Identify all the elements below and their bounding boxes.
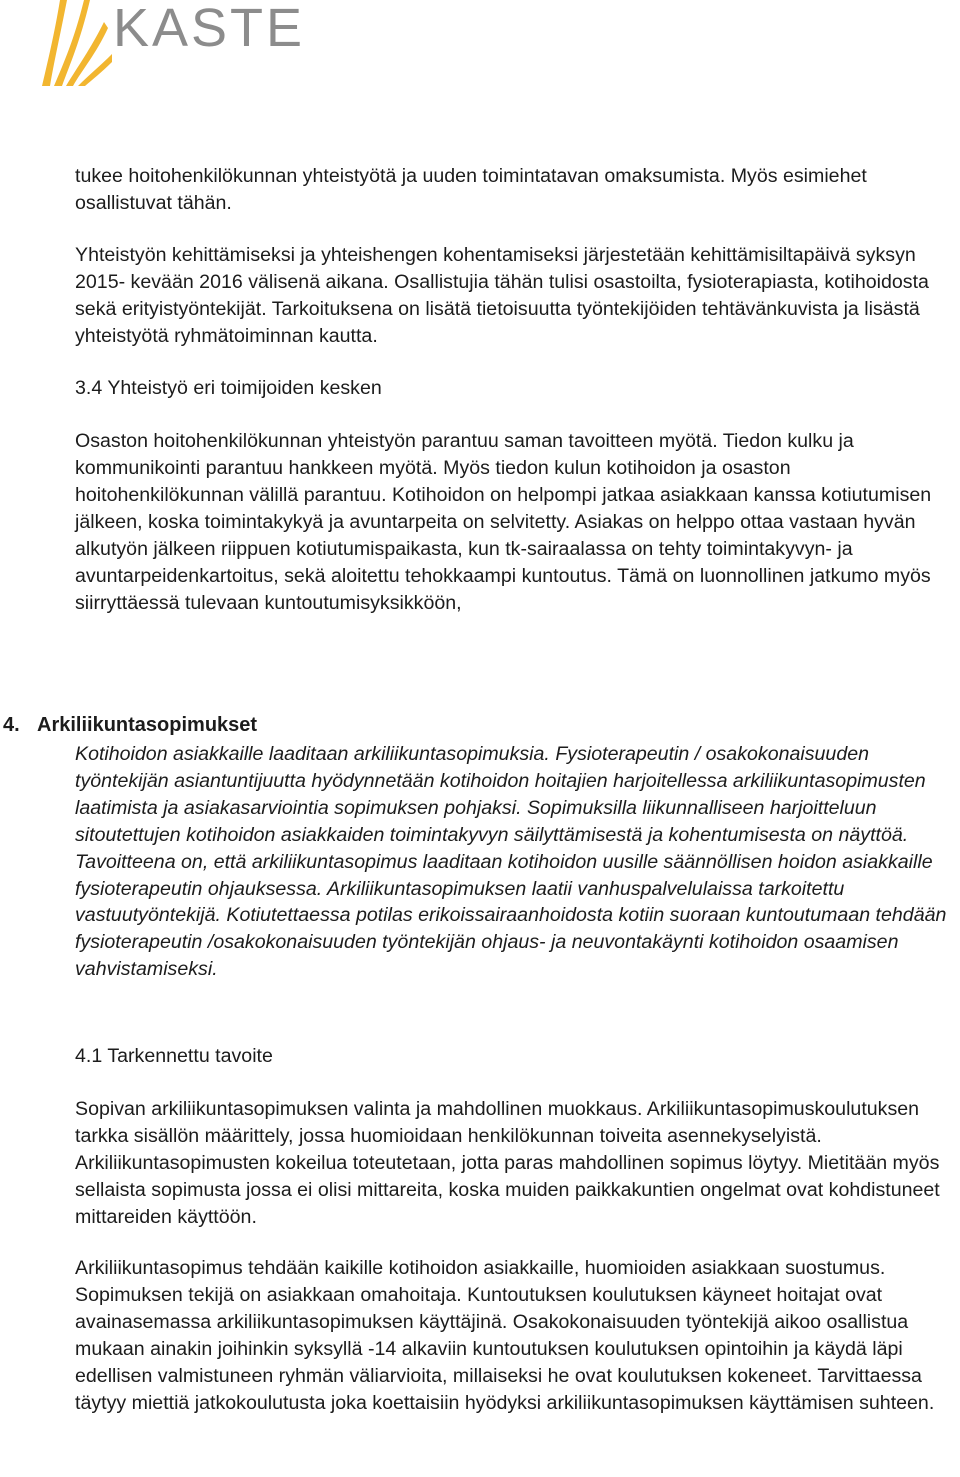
paragraph-specified-goal: Sopivan arkiliikuntasopimuksen valinta ja mahdollinen muokkaus. Arkiliikuntasopimuskoulutuksen tarkka sisällön määrittely, jossa huomioidaan henkilökunnan toiveita asennekyselyistä. Arkiliikuntasopimusten kokeilua toteutetaan, jotta paras mahdollinen sopimus löytyy. Mietitään myös sellaista sopimusta jossa ei olisi mittareita, koska muiden paikkakuntien ongelmat ovat kohdistuneet mittareiden käyttöön. xyxy=(75,1097,940,1228)
subheading-4-1: 4.1 Tarkennettu tavoite xyxy=(75,1045,273,1067)
paragraph-cooperation: Osaston hoitohenkilökunnan yhteistyön parantuu saman tavoitteen myötä. Tiedon kulku ja kommunikointi parantuu hankkeen myötä. Myös tiedon kulun kotihoidon ja osaston hoitohenkilökunnan välillä parantuu. Kotihoidon on helpompi jatkaa asiakkaan kanssa kotiutumisen jälkeen, koska toimintakykyä ja avuntarpeita on selvitetty. Asiakas on helppo ottaa vastaan hyvän alkutyön jälkeen riippuen kotiutumispaikasta, kun tk-sairaalassa on tehty toimintakyvyn- ja avuntarpeidenkartoitus, sekä aloitettu tehokkaampi kuntoutus. Tämä on luonnollinen jatkumo myös siirryttäessä tulevaan kuntoutumisyksikköön, xyxy=(75,430,932,614)
document-body-upper xyxy=(75,163,960,617)
section-4-number: 4. xyxy=(3,714,20,736)
subheading-3-4: 3.4 Yhteistyö eri toimijoiden kesken xyxy=(75,377,382,400)
section-4-body: Kotihoidon asiakkaille laaditaan arkiliikuntasopimuksia. Fysioterapeutin / osakokonaisuuden työntekijän asiantuntijuutta hyödynnetään kotihoidon hoitajien harjoitellessa arkiliikuntasopimusten laatimista ja asiakasarviointia sopimuksen pohjaksi. Sopimuksilla liikunnalliseen harjoitteluun sitoutettujen kotihoidon asiakkaiden toimintakyvyn säilyttämisestä ja kohentumisesta on näyttöä. Tavoitteena on, että arkiliikuntasopimus laaditaan kotihoidon uusille säännöllisen hoidon asiakkaille fysioterapeutin ohjauksessa. Arkiliikuntasopimuksen laatii vanhuspalvelulaissa tarkoitettu vastuutyöntekijä. Kotiutettaessa potilas erikoissairaanhoidosta kotiin suoraan kuntoutumaan tehdään fysioterapeutin /osakokonaisuuden työntekijän ohjaus- ja neuvontakäynti kotihoidon osaamisen vahvistamiseksi. xyxy=(75,743,947,981)
section-4-heading xyxy=(3,712,257,738)
logo-wordmark: KASTE xyxy=(113,0,306,58)
paragraph-continuation: tukee hoitohenkilökunnan yhteistyötä ja uuden toimintatavan omaksumista. Myös esimiehet osallistuvat tähän. xyxy=(75,165,867,214)
section-4-1 xyxy=(75,1043,960,1417)
kaste-sun-rays-icon xyxy=(40,0,112,86)
paragraph-collaboration: Yhteistyön kehittämiseksi ja yhteishengen kohentamiseksi järjestetään kehittämisiltapäivä syksyn 2015- kevään 2016 välisenä aikana. Osallistujia tähän tulisi osastoilta, fysioterapiasta, kotihoidosta sekä erityistyöntekijät. Tarkoituksena on lisätä tietoisuutta työntekijöiden tehtävänkuvista ja lisästä yhteistyötä ryhmätoiminnan kautta. xyxy=(75,243,929,347)
section-4-title: Arkiliikuntasopimukset xyxy=(37,714,258,736)
paragraph-agreement-process: Arkiliikuntasopimus tehdään kaikille kotihoidon asiakkaille, huomioiden asiakkaan suostumus. Sopimuksen tekijä on asiakkaan omahoitaja. Kuntoutuksen koulutuksen käyneet hoitajat ovat avainasemassa arkiliikuntasopimuksen käyttäjinä. Osakokonaisuuden työntekijä aikoo osallistua mukaan ainakin joihinkin syksyllä -14 alkaviin kuntoutuksen koulutuksen opintoihin ja käydä läpi edellisen valmistuneen ryhmän väliarvioita, millaiseksi he ovat koulutuksen kokeneet. Tarvittaessa täytyy miettiä jatkokoulutusta joka koettaisiin hyödyksi arkiliikuntasopimuksen käyttämisen suhteen. xyxy=(75,1257,935,1414)
kaste-logo xyxy=(40,0,310,86)
